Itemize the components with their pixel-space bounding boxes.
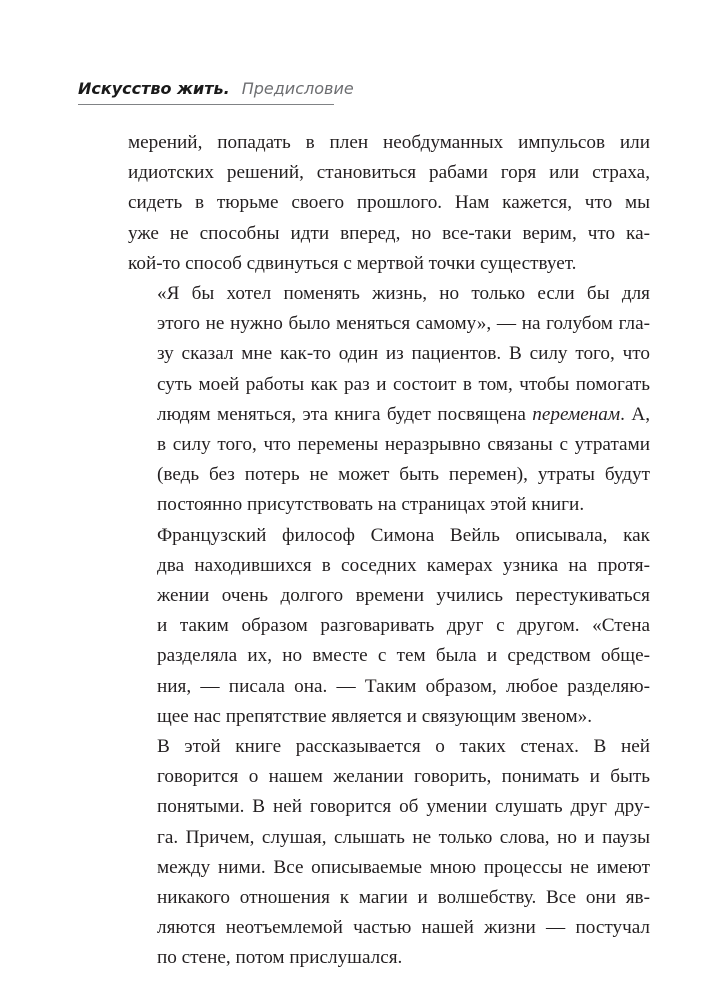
text-line: «Я бы хотел поменять жизнь, но только если бы для — [157, 283, 650, 305]
text-line: сидеть в тюрьме своего прошлого. Нам кажется, что мы — [128, 192, 650, 214]
paragraph-4 — [128, 732, 650, 974]
text-line: разделяла их, но вместе с тем была и средством обще- — [157, 645, 650, 667]
book-title: Искусство жить. — [78, 79, 230, 98]
paragraph-1 — [128, 128, 650, 279]
text-line: суть моей работы как раз и состоит в том, чтобы помогать — [157, 373, 650, 395]
text-line: уже не способны идти вперед, но все-таки верим, что ка- — [128, 222, 650, 244]
text-line: этого не нужно было меняться самому», — на голубом гла- — [157, 313, 650, 335]
text-line-with-emphasis — [128, 400, 650, 430]
text-line: никакого отношения к магии и волшебству. Все они яв- — [157, 887, 650, 909]
text-line: в силу того, что перемены неразрывно связаны с утратами — [157, 434, 650, 456]
text-line: ния, — писала она. — Таким образом, любое разделяю- — [157, 675, 650, 697]
text-line: ляются неотъемлемой частью нашей жизни — постучал — [157, 917, 650, 939]
text-line: по стене, потом прислушался. — [157, 947, 403, 969]
body-text — [128, 128, 650, 974]
text-line: Французский философ Симона Вейль описывала, как — [157, 524, 650, 546]
text-line: кой-то способ сдвинуться с мертвой точки существует. — [128, 252, 577, 274]
text-line: и таким образом разговаривать друг с другом. «Стена — [157, 615, 650, 637]
text-run: людям меняться, эта книга будет посвящена — [157, 403, 533, 425]
running-head — [78, 78, 354, 100]
text-line: между ними. Все описываемые мною процессы не имеют — [157, 856, 650, 878]
text-line: га. Причем, слушая, слышать не только слова, но и паузы — [157, 826, 650, 848]
text-line: зу сказал мне как-то один из пациентов. В силу того, что — [157, 343, 650, 365]
text-line: понятыми. В ней говорится об умении слушать друг дру- — [157, 796, 650, 818]
paragraph-3 — [128, 521, 650, 732]
text-line: два находившихся в соседних камерах узника на протя- — [157, 554, 650, 576]
paragraph-2 — [128, 279, 650, 521]
text-line: щее нас препятствие является и связующим звеном». — [157, 705, 593, 727]
text-line: В этой книге рассказывается о таких стенах. В ней — [157, 736, 650, 758]
text-line: постоянно присутствовать на страницах этой книги. — [157, 494, 585, 516]
emphasis-word: переменам — [532, 403, 621, 425]
header-rule — [78, 104, 334, 105]
text-run: . А, — [620, 403, 650, 425]
section-title: Предисловие — [241, 79, 354, 98]
text-line: идиотских решений, становиться рабами горя или страха, — [128, 162, 650, 184]
text-line: (ведь без потерь не может быть перемен), утраты будут — [157, 464, 650, 486]
text-line: говорится о нашем желании говорить, понимать и быть — [157, 766, 650, 788]
text-line: мерений, попадать в плен необдуманных импульсов или — [128, 132, 650, 153]
text-line: жении очень долгого времени учились перестукиваться — [157, 585, 650, 607]
